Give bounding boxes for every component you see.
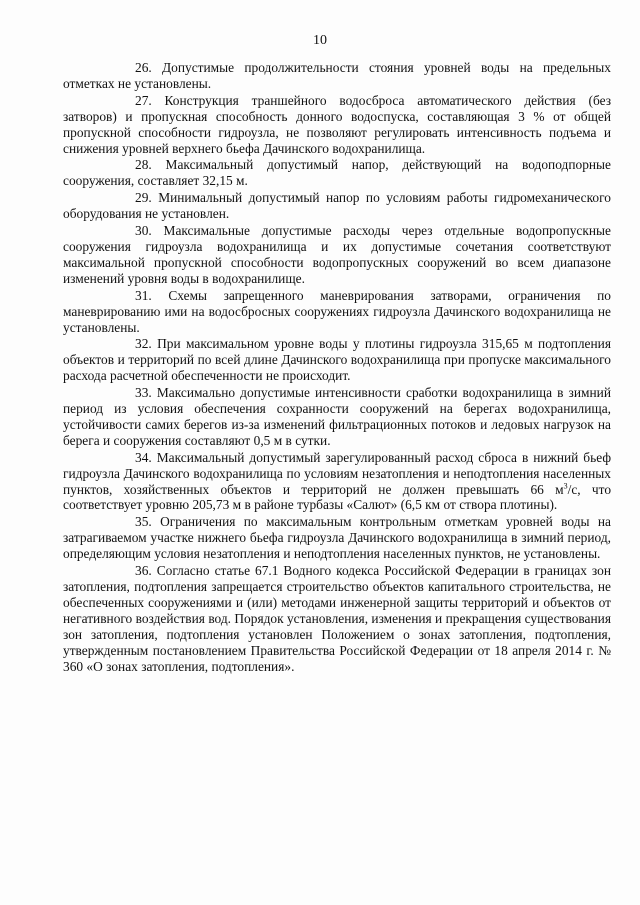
paragraph-text: При максимальном уровне воды у плотины гидроузла 315,65 м подтопления объектов и территорий по всей длине Дачинского водохранилища при пропуске максимального расхода расчетной обеспеченности не происходит.	[63, 336, 611, 384]
paragraph-35	[63, 514, 611, 562]
paragraph-29	[63, 190, 611, 222]
paragraph-text-continued: /с, что соответствует уровню 205,73 м в районе турбазы «Салют» (6,5 км от створа плотины).	[63, 481, 612, 513]
paragraph-text: Ограничения по максимальным контрольным отметкам уровней воды на затрагиваемом участке нижнего бьефа гидроузла Дачинского водохранилища в зимний период, определяющим условия незатопления и неподтопления населенных пунктов, не установлены.	[63, 514, 611, 562]
paragraph-31	[63, 288, 611, 336]
paragraph-number: 31.	[135, 287, 152, 303]
paragraph-number: 27.	[135, 92, 152, 108]
paragraph-number: 32.	[135, 336, 152, 352]
paragraph-text: Согласно статье 67.1 Водного кодекса Российской Федерации в границах зон затопления, подтопления запрещается строительство объектов капитального строительства, не обеспеченных сооружениями и (или) методами инженерной защиты территорий и объектов от негативного воздействия вод. Порядок установления, изменения и прекращения существования зон затопления, подтопления установлен Положением о зонах затопления, подтопления, утвержденным постановлением Правительства Российской Федерации от 18 апреля 2014 г. № 360 «О зонах затопления, подтопления».	[63, 563, 611, 674]
paragraph-text: Минимальный допустимый напор по условиям работы гидромеханического оборудования не установлен.	[63, 190, 611, 222]
document-body	[63, 60, 611, 675]
paragraph-27	[63, 93, 611, 157]
paragraph-30	[63, 223, 611, 287]
paragraph-number: 28.	[135, 157, 152, 173]
paragraph-28	[63, 157, 611, 189]
paragraph-number: 34.	[135, 449, 152, 465]
paragraph-text: Допустимые продолжительности стояния уровней воды на предельных отметках не установлены.	[63, 60, 611, 91]
paragraph-32	[63, 336, 611, 384]
paragraph-text: Максимально допустимые интенсивности сработки водохранилища в зимний период из условия обеспечения сохранности сооружений на берегах водохранилища, устойчивости самих берегов из-за изменений фильтрационных потоков и ледовых нагрузок на берега и сооружения составляют 0,5 м в сутки.	[63, 385, 611, 448]
paragraph-number: 33.	[135, 385, 152, 401]
paragraph-text: Максимальный допустимый зарегулированный расход сброса в нижний бьеф гидроузла Дачинского водохранилища по условиям незатопления и неподтопления населенных пунктов, хозяйственных объектов и территорий не должен превышать 66 м	[63, 449, 611, 497]
paragraph-number: 29.	[135, 190, 152, 206]
paragraph-number: 26.	[135, 60, 152, 75]
paragraph-text: Максимальный допустимый напор, действующий на водоподпорные сооружения, составляет 32,15 м.	[63, 157, 611, 189]
paragraph-number: 30.	[135, 223, 152, 239]
paragraph-text: Схемы запрещенного маневрирования затворами, ограничения по маневрированию ими на водосбросных сооружениях гидроузла Дачинского водохранилища не установлены.	[63, 287, 611, 335]
paragraph-text: Конструкция траншейного водосброса автоматического действия (без затворов) и пропускная способность донного водоспуска, составляющая 3 % от общей пропускной способности гидроузла, не позволяют регулировать интенсивность подъема и снижения уровней верхнего бьефа Дачинского водохранилища.	[63, 92, 611, 156]
superscript: 3	[563, 481, 568, 491]
paragraph-33	[63, 385, 611, 449]
paragraph-number: 36.	[135, 563, 152, 579]
paragraph-number: 35.	[135, 514, 152, 530]
paragraph-26	[63, 60, 611, 92]
paragraph-34	[63, 450, 611, 514]
page-number: 10	[313, 33, 327, 48]
paragraph-text: Максимальные допустимые расходы через отдельные водопропускные сооружения гидроузла водохранилища и их допустимые сочетания соответствуют максимальной пропускной способности водопропускных сооружений во всем диапазоне изменений уровня воды в водохранилище.	[63, 223, 611, 286]
paragraph-36	[63, 563, 611, 674]
